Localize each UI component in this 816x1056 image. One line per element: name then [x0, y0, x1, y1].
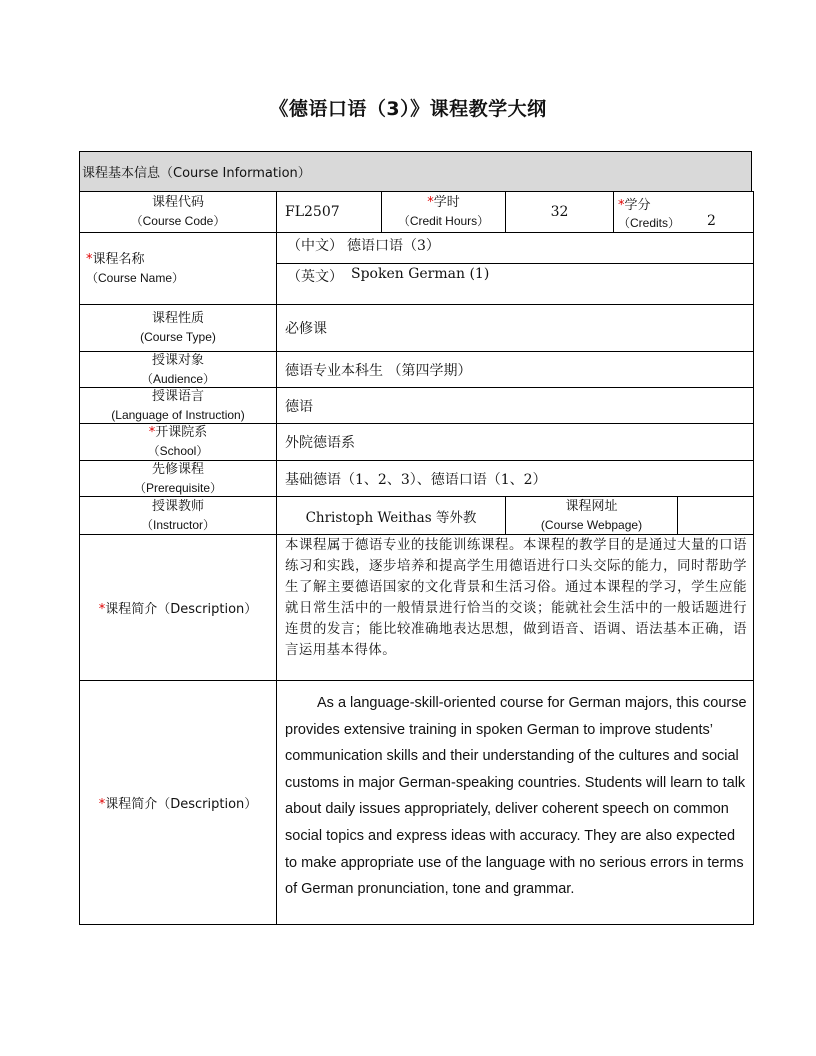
required-mark: * [86, 251, 93, 267]
credits-cell [613, 191, 754, 233]
course-name-cn-cell [276, 232, 754, 264]
course-name-label-en: （Course Name） [86, 270, 185, 285]
school-value-cell [276, 423, 754, 461]
description-en-text-cell [276, 680, 754, 925]
course-type-label-cn: 课程性质 [151, 311, 204, 326]
credits-value: 2 [707, 213, 716, 229]
instructor-label-cn: 授课教师 [151, 498, 204, 514]
prerequisite-label-cell [79, 460, 277, 497]
prerequisite-label-en: （Prerequisite） [133, 480, 223, 495]
credit-hours-label-en: （Credit Hours） [397, 214, 490, 228]
course-name-en-cell [276, 263, 754, 305]
school-value: 外院德语系 [285, 435, 355, 451]
description-en-label-cell [79, 680, 277, 925]
instructor-label-en: （Instructor） [140, 517, 216, 532]
course-type-label-en: (Course Type) [140, 330, 216, 344]
section-header-text: 课程基本信息（Course Information） [82, 166, 311, 181]
school-label-en: （School） [147, 444, 209, 458]
description-cn-text-cell [276, 534, 754, 681]
audience-label-cell [79, 351, 277, 388]
course-name-label-cn: 课程名称 [92, 251, 145, 267]
course-type-label-cell [79, 304, 277, 352]
section-header [79, 151, 752, 192]
course-code-value: FL2507 [285, 204, 340, 220]
prerequisite-value-cell [276, 460, 754, 497]
course-code-label-cn: 课程代码 [151, 195, 204, 210]
course-type-value: 必修课 [285, 321, 327, 337]
description-cn-label: 课程简介（Description） [105, 602, 258, 617]
description-en-label: 课程简介（Description） [105, 797, 258, 812]
audience-value: 德语专业本科生 （第四学期） [285, 362, 472, 379]
webpage-label-en: (Course Webpage) [540, 517, 643, 532]
credit-hours-value-cell [505, 191, 614, 233]
language-label-cell [79, 387, 277, 424]
language-label-cn: 授课语言 [151, 388, 204, 404]
instructor-value: Christoph Weithas 等外教 [305, 509, 477, 526]
required-mark: * [98, 602, 106, 617]
course-code-value-cell [276, 191, 382, 233]
credit-hours-label-cn: 学时 [433, 195, 460, 210]
prerequisite-value: 基础德语（1、2、3）、德语口语（1、2） [285, 471, 547, 488]
description-cn-text: 本课程属于德语专业的技能训练课程。本课程的教学目的是通过大量的口语练习和实践，逐步培养和提高学生用德语进行口头交际的能力，同时帮助学生了解主要德语国家的文化背景和生活习俗。通过本课程的学习，学生应能就日常生活中的一般情景进行恰当的交谈；能就社会生活中的一般话题进行连贯的发言；能比较准确地表达思想，做到语音、语调、语法基本正确，语言运用基本得体。 [285, 538, 747, 658]
required-mark: * [98, 797, 106, 812]
description-en-text: As a language-skill-oriented course for German majors, this course provides extensive training in spoken German to improve students’ communication skills and their understanding of the cultures and social customs in major German-speaking countries. Students will learn to talk about daily issues appropriately, deliver coherent speech on common social topics and express ideas with accuracy. They are also expected to make appropriate use of the language with no serious errors in terms of German pronunciation, tone and grammar. [285, 695, 747, 898]
webpage-label-cn: 课程网址 [565, 498, 618, 514]
required-mark: * [148, 425, 156, 440]
credit-hours-value: 32 [550, 204, 569, 220]
page-title: 《德语口语（3）》课程教学大纲 [269, 98, 547, 120]
course-name-cn-value: 德语口语（3） [347, 238, 440, 254]
credits-label-cn: 学分 [624, 198, 651, 213]
course-code-label-en: （Course Code） [130, 214, 226, 228]
course-name-label-cell [79, 232, 277, 305]
course-name-en-value: Spoken German (1) [351, 266, 490, 282]
required-mark: * [427, 195, 434, 210]
webpage-label-cell [505, 496, 678, 535]
webpage-value-cell [677, 496, 754, 535]
course-name-cn-prefix: （中文） [287, 238, 343, 254]
audience-label-en: （Audience） [140, 371, 216, 386]
school-label-cn: 开课院系 [155, 425, 208, 440]
course-name-en-prefix: （英文） [287, 269, 343, 285]
credit-hours-label-cell [381, 191, 506, 233]
credits-label-en: （Credits） [618, 216, 681, 230]
course-type-value-cell [276, 304, 754, 352]
instructor-label-cell [79, 496, 277, 535]
audience-value-cell [276, 351, 754, 388]
required-mark: * [618, 198, 625, 213]
school-label-cell [79, 423, 277, 461]
language-value-cell [276, 387, 754, 424]
language-label-en: (Language of Instruction) [111, 407, 245, 422]
description-cn-label-cell [79, 534, 277, 681]
language-value: 德语 [285, 398, 313, 415]
prerequisite-label-cn: 先修课程 [151, 461, 204, 477]
audience-label-cn: 授课对象 [151, 352, 204, 368]
instructor-value-cell [276, 496, 506, 535]
course-code-label-cell [79, 191, 277, 233]
